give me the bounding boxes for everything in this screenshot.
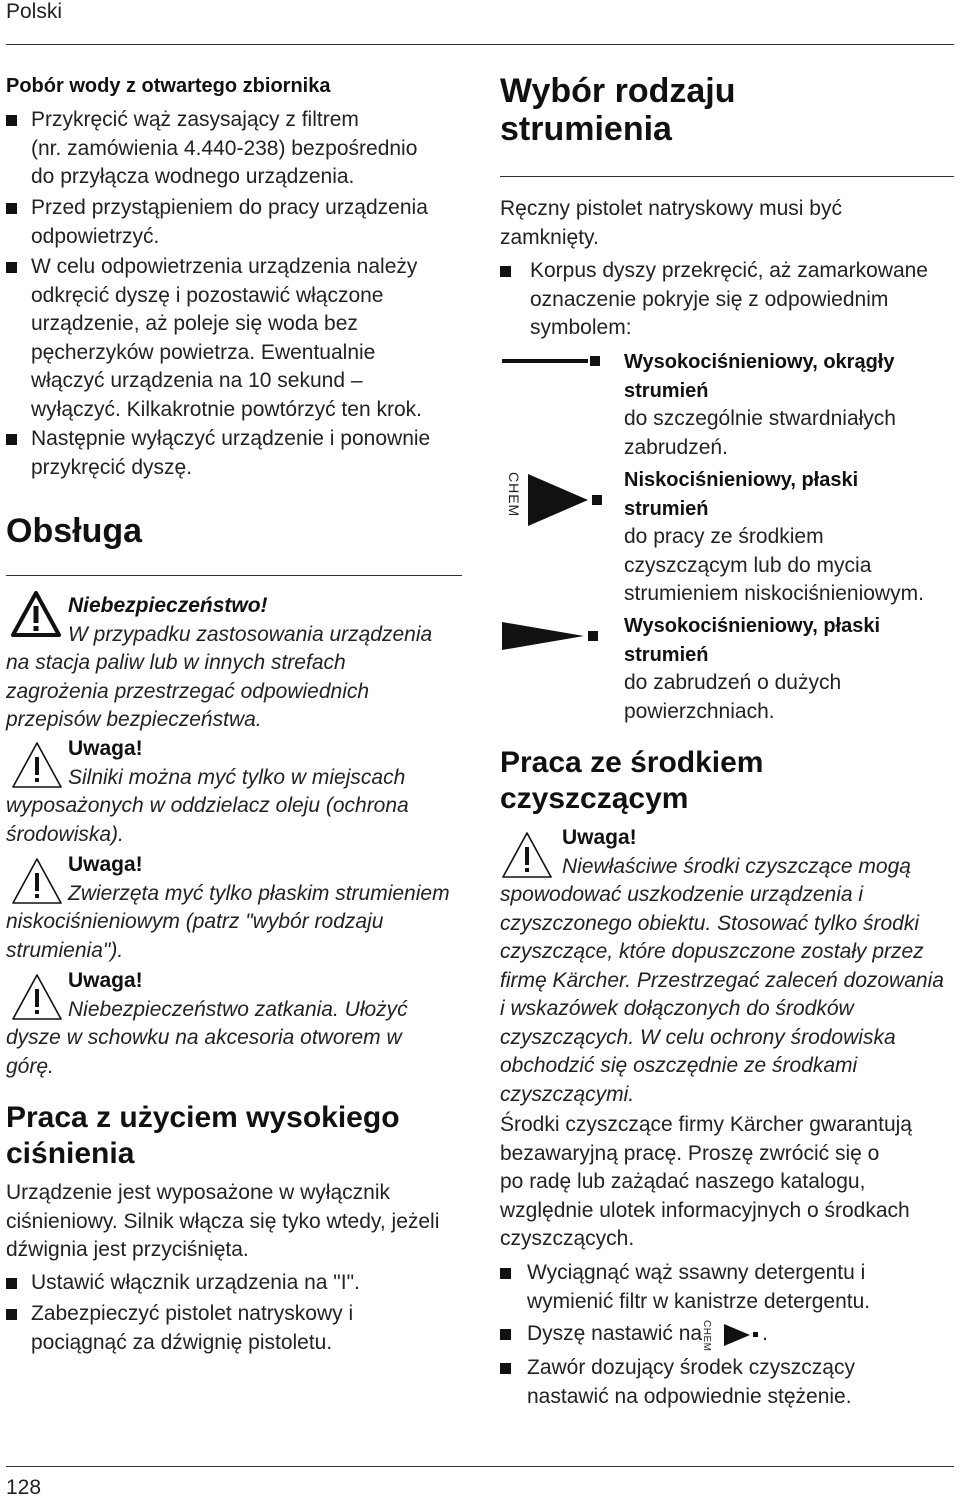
heading-obsluga: Obsługa xyxy=(6,512,143,550)
spray-option: Wysokociśnieniowy, okrągły strumień do szczególnie stwardniałych zabrudzeń. xyxy=(624,351,896,459)
spray-option: Wysokociśnieniowy, płaski strumień do zabrudzeń o dużych powierzchniach. xyxy=(624,615,881,723)
list-item: Przykręcić wąż zasysający z filtrem (nr. zamówienia 4.440-238) bezpośrednio do przyłącza wodnego urządzenia. xyxy=(6,106,466,192)
paragraph: Urządzenie jest wyposażone w wyłącznik ciśnieniowy. Silnik włącza się tyko wtedy, jeżeli dźwignia jest przyciśnięta. xyxy=(6,1181,440,1261)
heading-rule xyxy=(500,176,954,177)
bullet-square xyxy=(500,1329,511,1340)
bullet-square xyxy=(500,1363,511,1374)
list-item: Zawór dozujący środek czyszczący nastawić na odpowiednie stężenie. xyxy=(500,1354,955,1411)
list-item: W celu odpowietrzenia urządzenia należy odkręcić dyszę i pozostawić włączone urządzenie, aż poleje się woda bez pęcherzyków powietrza. Ewentualnie włączyć urządzenia na 10 sekund – wyłączyć. Kilkakrotnie powtórzyć ten krok. xyxy=(6,253,466,424)
bullet-square xyxy=(500,1268,511,1279)
section-title-water-intake: Pobór wody z otwartego zbiornika xyxy=(6,75,331,97)
high-pressure-flat-jet-symbol-icon xyxy=(500,614,610,658)
bullet-square xyxy=(6,115,17,126)
list-item: Zabezpieczyć pistolet natryskowy i pociągnąć za dźwignię pistoletu. xyxy=(6,1300,466,1357)
bullet-square xyxy=(6,1309,17,1320)
low-pressure-flat-jet-symbol-icon xyxy=(524,470,624,530)
caution-notice: Uwaga! Zwierzęta myć tylko płaskim strumieniem niskociśnieniowym (patrz "wybór rodzaju strumienia"). xyxy=(6,853,450,962)
page-number: 128 xyxy=(6,1476,42,1499)
list-item: Ustawić włącznik urządzenia na "I". xyxy=(6,1269,466,1298)
footer-rule xyxy=(6,1466,954,1467)
bullet-square xyxy=(6,1278,17,1289)
list-item: Dyszę nastawić na CHEM . xyxy=(500,1320,955,1349)
header-rule xyxy=(6,44,954,45)
list-item: Przed przystąpieniem do pracy urządzenia odpowietrzyć. xyxy=(6,194,466,251)
bullet-square xyxy=(500,266,511,277)
paragraph: Ręczny pistolet natryskowy musi być zamknięty. xyxy=(500,197,842,249)
chem-label: CHEM xyxy=(506,472,522,518)
heading-spray-selection: Wybór rodzaju strumienia xyxy=(500,72,736,148)
list-item: Wyciągnąć wąż ssawny detergentu i wymienić filtr w kanistrze detergentu. xyxy=(500,1259,955,1316)
heading-detergent: Praca ze środkiem czyszczącym xyxy=(500,746,764,815)
bullet-square xyxy=(6,262,17,273)
round-jet-symbol-icon xyxy=(500,350,620,374)
heading-rule xyxy=(6,575,462,576)
inline-chem-symbol xyxy=(701,1320,762,1352)
paragraph: Środki czyszczące firmy Kärcher gwarantują bezawaryjną pracę. Proszę zwrócić się o po radę lub zażądać naszego katalogu, względnie ulotek informacyjnych o środkach czyszczących. xyxy=(500,1113,912,1250)
low-pressure-flat-jet-symbol-icon xyxy=(722,1322,762,1348)
inline-chem-label: CHEM xyxy=(701,1320,713,1352)
list-item: Następnie wyłączyć urządzenie i ponownie przykręcić dyszę. xyxy=(6,425,466,482)
caution-notice: Uwaga! Niebezpieczeństwo zatkania. Ułożyć dysze w schowku na akcesoria otworem w górę. xyxy=(6,969,408,1078)
bullet-square xyxy=(6,203,17,214)
heading-high-pressure: Praca z użyciem wysokiego ciśnienia xyxy=(6,1101,400,1170)
spray-option: Niskociśnieniowy, płaski strumień do pracy ze środkiem czyszczącym lub do mycia strumieniem niskociśnieniowym. xyxy=(624,469,924,605)
language-label: Polski xyxy=(6,0,63,23)
danger-notice: Niebezpieczeństwo! W przypadku zastosowania urządzenia na stacja paliw lub w innych strefach zagrożenia przestrzegać odpowiednich przepisów bezpieczeństwa. xyxy=(6,594,433,731)
caution-notice: Uwaga! Silniki można myć tylko w miejscach wyposażonych w oddzielacz oleju (ochrona środowiska). xyxy=(6,737,409,846)
bullet-square xyxy=(6,434,17,445)
caution-notice: Uwaga! Niewłaściwe środki czyszczące mogą spowodować uszkodzenie urządzenia i czyszczonego obiektu. Stosować tylko środki czyszczące, które dopuszczone zostały przez firmę Kärcher. Przestrzegać zaleceń dozowania i wskazówek dołączonych do środków czyszczących. W celu ochrony środowiska obchodzić się oszczędnie ze środkami czyszczącymi. xyxy=(500,826,944,1106)
list-item: Korpus dyszy przekręcić, aż zamarkowane oznaczenie pokryje się z odpowiednim symbolem: xyxy=(500,257,955,343)
